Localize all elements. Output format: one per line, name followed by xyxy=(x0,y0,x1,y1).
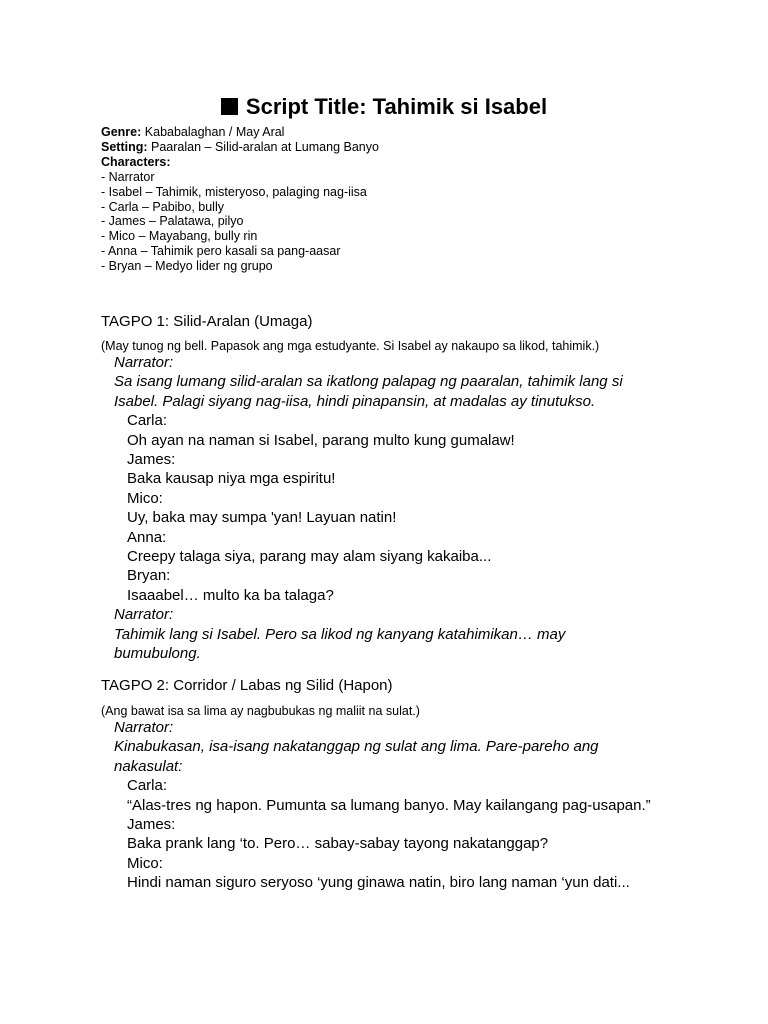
genre-label: Genre: xyxy=(101,125,142,139)
setting-value: Paaralan – Silid-aralan at Lumang Banyo xyxy=(151,139,379,154)
speaker-label: Bryan: xyxy=(127,567,171,585)
character-item: - Carla – Pabibo, bully xyxy=(101,199,224,214)
character-item: - Narrator xyxy=(101,169,155,184)
speaker-label: Anna: xyxy=(127,528,167,546)
genre-value: Kababalaghan / May Aral xyxy=(144,125,285,139)
scene-dialogue xyxy=(101,353,681,664)
dialogue-line: Hindi naman siguro seryoso ‘yung ginawa natin, biro lang naman ‘yun dati... xyxy=(127,874,630,892)
script-meta xyxy=(101,125,701,274)
speaker-label: Mico: xyxy=(127,854,163,872)
dialogue-line: Baka kausap niya mga espiritu! xyxy=(127,470,336,488)
script-title xyxy=(0,93,768,121)
setting-label: Setting: xyxy=(101,139,148,154)
setting-line xyxy=(101,140,701,155)
narrator-text: Tahimik lang si Isabel. Pero sa likod ng kanyang katahimikan… may xyxy=(114,625,566,643)
narrator-label: Narrator: xyxy=(114,719,174,736)
scene-heading: TAGPO 2: Corridor / Labas ng Silid (Hapon) xyxy=(101,677,393,694)
character-item: - Bryan – Medyo lider ng grupo xyxy=(101,259,273,274)
speaker-label: Carla: xyxy=(127,412,168,430)
speaker-label: James: xyxy=(127,816,176,834)
narrator-text: bumubulong. xyxy=(114,645,201,663)
dialogue-line: Uy, baka may sumpa 'yan! Layuan natin! xyxy=(127,509,397,527)
characters-label: Characters: xyxy=(101,154,171,169)
dialogue-line: Isaaabel… multo ka ba talaga? xyxy=(127,586,334,604)
narrator-text: Sa isang lumang silid-aralan sa ikatlong palapag ng paaralan, tahimik lang si xyxy=(114,373,623,391)
speaker-label: Mico: xyxy=(127,489,163,507)
character-item: - Anna – Tahimik pero kasali sa pang-aasar xyxy=(101,244,341,259)
dialogue-line: Baka prank lang ‘to. Pero… sabay-sabay tayong nakatanggap? xyxy=(127,835,549,853)
narrator-label: Narrator: xyxy=(114,354,174,371)
character-item: - Mico – Mayabang, bully rin xyxy=(101,229,258,244)
stage-direction: (May tunog ng bell. Papasok ang mga estudyante. Si Isabel ay nakaupo sa likod, tahimik.) xyxy=(101,339,600,353)
narrator-text: nakasulat: xyxy=(114,757,183,775)
dialogue-line: “Alas-tres ng hapon. Pumunta sa lumang banyo. May kailangang pag-usapan.” xyxy=(127,796,651,814)
scene-dialogue xyxy=(101,718,681,893)
dialogue-line: Creepy talaga siya, parang may alam siyang kakaiba... xyxy=(127,548,492,566)
character-item: - James – Palatawa, pilyo xyxy=(101,214,244,229)
narrator-text: Kinabukasan, isa-isang nakatanggap ng sulat ang lima. Pare-pareho ang xyxy=(114,738,599,756)
genre-line xyxy=(101,125,701,140)
scene-heading: TAGPO 1: Silid-Aralan (Umaga) xyxy=(101,313,313,330)
speaker-label: James: xyxy=(127,451,176,469)
script-title-text: Script Title: Tahimik si Isabel xyxy=(245,94,548,119)
speaker-label: Carla: xyxy=(127,777,168,795)
character-item: - Isabel – Tahimik, misteryoso, palaging nag-iisa xyxy=(101,184,367,199)
narrator-text: Isabel. Palagi siyang nag-iisa, hindi pinapansin, at madalas ay tinutukso. xyxy=(114,392,596,410)
narrator-label: Narrator: xyxy=(114,606,174,624)
stage-direction: (Ang bawat isa sa lima ay nagbubukas ng maliit na sulat.) xyxy=(101,704,420,718)
dialogue-line: Oh ayan na naman si Isabel, parang multo kung gumalaw! xyxy=(127,431,515,449)
black-square-icon xyxy=(221,98,238,115)
